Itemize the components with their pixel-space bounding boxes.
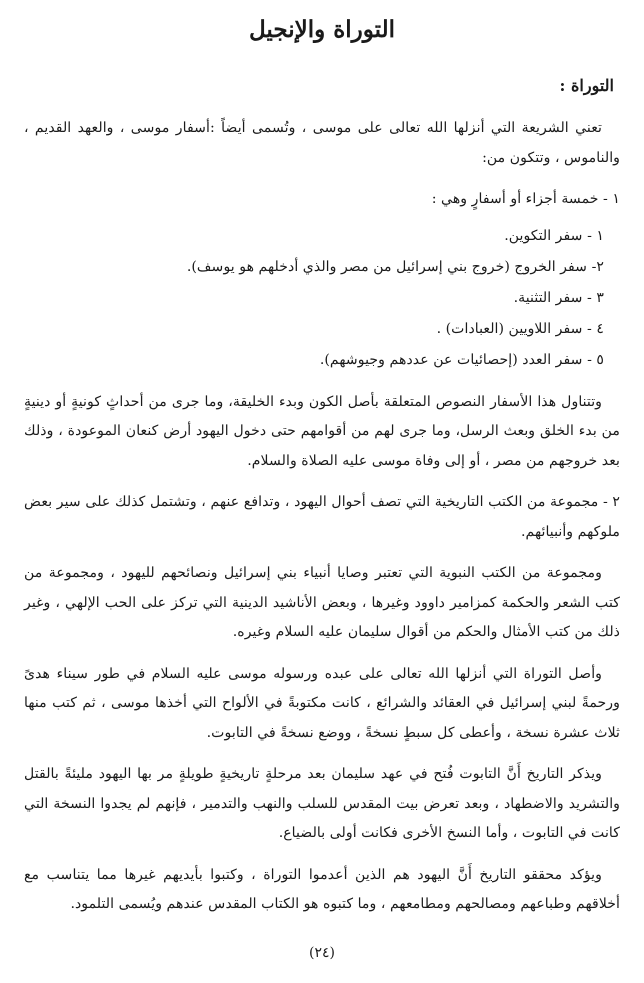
paragraph-five-books-intro: ١ - خمسة أجزاء أو أسفارٍ وهي : [431,191,620,207]
paragraph-ark-history: ويذكر التاريخ أَنَّ التابوت فُتح في عهد سليمان بعد مرحلةٍ تاريخيةٍ طويلةٍ مر بها اليهود مليئةً بالقتل والتشريد والاضطهاد ، وبعد تعرض بيت المقدس للسلب والنهب والتدمير ، فإنهم لم يجدوا النسخة التي كانت في التابوت ، وأما النسخ الأخرى فكانت أولى بالضياع. [24,766,620,841]
document-page [24,0,620,983]
list-item: ٤ - سفر اللاويين (العبادات) . [436,320,604,337]
paragraph-definition: تعني الشريعة التي أنزلها الله تعالى على موسى ، وتُسمى أيضاً :أسفار موسى ، والعهد القديم ، والناموس ، وتتكون من: [24,120,620,166]
list-item: ١ - سفر التكوين. [504,227,604,244]
list-item: ٥ - سفر العدد (إحصائيات عن عددهم وجيوشهم). [319,351,604,368]
page-title: التوراة والإنجيل [249,16,395,43]
paragraph-origin-of-torah: وأصل التوراة التي أنزلها الله تعالى على عبده ورسوله موسى عليه السلام في طور سيناء هدىً ورحمةً لبني إسرائيل في العقائد والشرائع ، كانت مكتوبةً في الألواح التي أخذها موسى ، ثم كتب منها ثلاث عشرة نسخة ، وأعطى كل سبطٍ نسخةً ، ووضع نسخةً في التابوت. [24,665,620,741]
page-number: (٢٤) [309,945,335,961]
paragraph-prophetic-books: ومجموعة من الكتب النبوية التي تعتبر وصايا أنبياء بني إسرائيل ونصائحهم لليهود ، ومجموعة من كتب الشعر والحكمة كمزامير داوود وغيرها ، وبعض الأناشيد الدينية التي تركز على الحب الإلهي ، وغير ذلك من كتب الأمثال والحكم من أقوال سليمان عليه السلام وغيره. [24,565,620,640]
list-item: ٢- سفر الخروج (خروج بني إسرائيل من مصر والذي أدخلهم هو يوسف). [186,258,604,275]
paragraph-books-content: وتتناول هذا الأسفار النصوص المتعلقة بأصل الكون وبدء الخليقة، وما جرى من أحداثٍ كونيةٍ أو دينيةٍ من بدء الخلق وبعث الرسل، وما جرى لهم من أقوامهم حتى دخول اليهود أرض كنعان الموعودة ، وذلك بعد خروجهم من مصر ، أو إلى وفاة موسى عليه الصلاة والسلام. [24,393,620,469]
body-text [24,114,620,932]
paragraph-talmud: ويؤكد محققو التاريخ أَنَّ اليهود هم الذين أعدموا التوراة ، وكتبوا بأيديهم غيرها مما يتناسب مع أخلاقهم وطباعهم ومصالحهم ومطامعهم ، وما كتبوه هو الكتاب المقدس عندهم ويُسمى التلمود. [24,866,620,912]
list-item: ٣ - سفر التثنية. [513,289,604,306]
section-heading-torah: التوراة : [559,76,614,95]
books-list [24,221,620,376]
paragraph-historical-books: ٢ - مجموعة من الكتب التاريخية التي تصف أحوال اليهود ، وتدافع عنهم ، وتشتمل كذلك على سير بعض ملوكهم وأنبيائهم. [24,494,620,540]
